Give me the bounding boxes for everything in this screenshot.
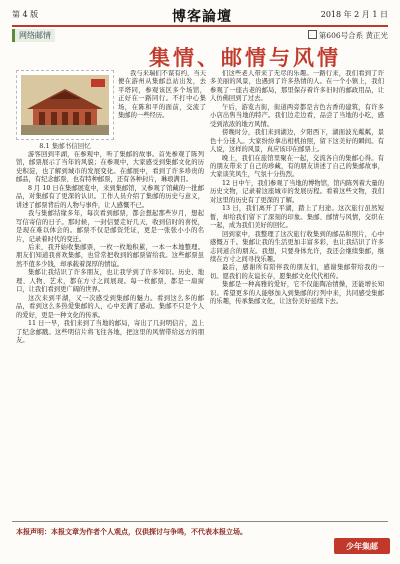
header-row [12, 6, 388, 24]
edition-info [308, 30, 388, 41]
paragraph: 12 日中午，我们参观了当地的博物馆，馆内陈列着大量的历史文物，记录着这座城市的发展历程。看着这些文物，我们对这里的历史有了更深的了解。 [210, 179, 384, 204]
paragraph: 游客回到平湖，在参观中，听了集邮的故事。首先参观了陈列馆，邮票展示了当年的风貌；在参观中，大家感受到集邮文化的历史积淀，也了解到城市的发展变化。在邮展中，看到了许多珍贵的邮品，有纪念邮票、也有特种邮票，还有各种封片，琳琅满目。 [16, 151, 204, 184]
issue-number: 第 4 版 [12, 10, 39, 19]
right-column [210, 70, 384, 515]
paragraph: 们这些老人带来了无尽的乐趣。一路行来，我们看到了许多美丽的风景，也遇到了许多热情的人。在一个小镇上，我们参观了一座古老的邮局，那里保存着许多旧时的邮政用品，让人仿佛回到了过去。 [210, 70, 384, 103]
paragraph: 后来，我开始收集邮票，一枚一枚地积累，一本一本地整理。朋友们知道我喜欢集邮，也常常把收到的邮票留给我。这些邮票虽然不值多少钱，却承载着深厚的情谊。 [16, 243, 204, 268]
paragraph: 晚上，我们在旅馆里聚在一起，交流各自的集邮心得。有的朋友带来了自己的珍藏，有的朋友讲述了自己的集邮故事，大家谈笑风生，气氛十分热烈。 [210, 154, 384, 179]
header-rule [12, 25, 388, 27]
paragraph: 8 月 10 日在集邮展览中，来到集邮馆，又参观了馆藏的一批邮品，对集邮有了更深的认识。工作人员介绍了集邮的历史与意义，讲述了邮票背后的人物与事件，让人感慨不已。 [16, 184, 204, 209]
sub-header-row [12, 28, 388, 42]
stamp-artwork [21, 75, 109, 135]
masthead: 博客論壇 [172, 9, 232, 25]
lead-column [118, 70, 206, 152]
temple-illustration-icon [21, 75, 109, 135]
paragraph: 11 日一早，我们来到了当地的邮局，寄出了几封明信片，盖上了纪念邮戳。这些明信片将飞往各地，把这里的风情带给远方的朋友。 [16, 320, 204, 344]
article-title: 集情、邮情与风情 [149, 45, 341, 70]
section-badge: 少年集邮 [334, 538, 390, 554]
paragraph: 13 日，我们离开了平湖，踏上了归途。这次旅行虽然短暂，却给我们留下了深刻的印象。集邮、邮情与风情，交织在一起，成为我们美好的回忆。 [210, 205, 384, 230]
section-tag: 网络邮情 [12, 29, 55, 42]
stamp-figure [16, 70, 114, 148]
paragraph: 这次来到平湖，又一次感受到集邮的魅力。看到这么多的邮品，看到这么多热爱集邮的人，心中充满了感动。集邮不只是个人的爱好，更是一种文化的传承。 [16, 294, 204, 319]
paragraph: 最后，感谢所有陪伴我的朋友们，感谢集邮带给我的一切。愿我们的友谊长存，愿集邮文化代代相传。 [210, 264, 384, 280]
footer-rule [12, 521, 388, 522]
stamp-image [16, 70, 114, 140]
stamp-caption: 8.1 集邮书信回忆 [39, 142, 91, 150]
paragraph: 集邮让我结识了许多朋友，也让我学到了许多知识。历史、地理、人物、艺术，都在方寸之间展现。每一枚邮票，都是一扇窗口，让我们看到更广阔的世界。 [16, 269, 204, 294]
paragraph: 傍晚时分，我们来到湖边，夕阳西下，湖面波光粼粼，景色十分迷人。大家纷纷拿出相机拍照，留下这美好的瞬间。有人说，这样的风景，真应该印在邮票上。 [210, 129, 384, 154]
checkbox-icon [308, 30, 317, 39]
paragraph: 回到家中，我整理了这次旅行收集到的邮品和照片，心中感慨万千。集邮让我的生活更加丰富多彩，也让我结识了许多志同道合的朋友。我想，只要身体允许，我还会继续集邮，继续在方寸之间寻找乐趣。 [210, 230, 384, 263]
paragraph: 我与集邮结缘多年，每次看到邮票，都会想起那些岁月，想起写信寄信的日子。那时候，一封信要走好几天，收到信时的喜悦，是现在难以体会的。邮票不仅是邮资凭证，更是一张张小小的名片，记录着时代的变迁。 [16, 210, 204, 243]
left-column [16, 151, 204, 515]
edition-text: 第606号合系 黄正光 [318, 31, 388, 40]
paragraph: 我与来瑞们不谋有约，当天便在游州从集邮总站出发，去平塔同，参观该区多个场馆，正好在一路同行。不打中心集场，在陈和平的面前，交流了集邮的一些经历。 [118, 70, 206, 120]
footer-note: 本报声明：本报文章为作者个人观点，仅供探讨与争鸣，不代表本报立场。 [16, 527, 247, 536]
issue-date: 2018 年 2 月 1 日 [320, 10, 388, 19]
paragraph: 午后，游览古街，街道两旁都是古色古香的建筑，有许多小店出售当地的特产。我们边走边看，品尝了当地的小吃，感受到浓浓的地方风情。 [210, 103, 384, 128]
paragraph: 集邮是一种高雅的爱好，它不仅能陶冶情操，还能增长知识。希望更多的人能够加入到集邮的行列中来，共同感受集邮的乐趣，传承集邮文化，让这份美好延续下去。 [210, 281, 384, 306]
